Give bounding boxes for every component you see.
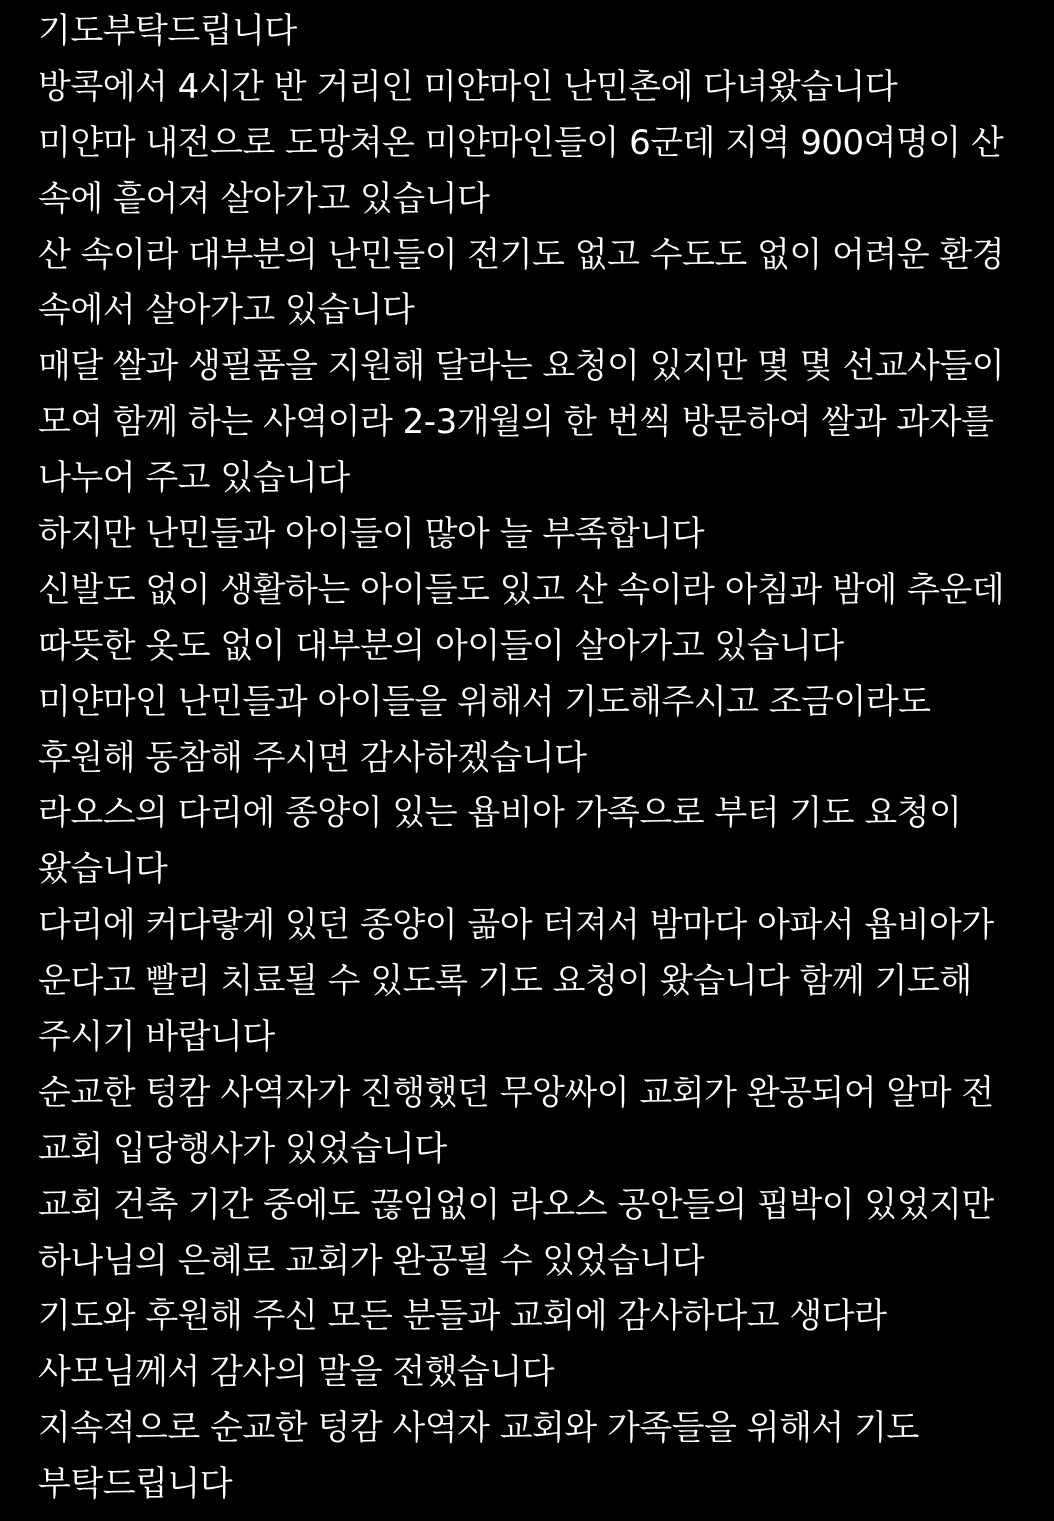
text-line: 방콕에서 4시간 반 거리인 미얀마인 난민촌에 다녀왔습니다 xyxy=(38,66,898,107)
text-line: 매달 쌀과 생필품을 지원해 달라는 요청이 있지만 몇 몇 선교사들이 xyxy=(38,346,1005,387)
text-line: 미얀마인 난민들과 아이들을 위해서 기도해주시고 조금이라도 xyxy=(38,681,931,722)
text-line: 지속적으로 순교한 텅캄 사역자 교회와 가족들을 위해서 기도 xyxy=(38,1408,919,1449)
text-line: 운다고 빨리 치료될 수 있도록 기도 요청이 왔습니다 함께 기도해 xyxy=(38,961,972,1002)
text-line: 왔습니다 xyxy=(38,849,168,890)
text-line: 모여 함께 하는 사역이라 2-3개월의 한 번씩 방문하여 쌀과 과자를 xyxy=(38,402,994,443)
text-line: 속에 흩어져 살아가고 있습니다 xyxy=(38,178,490,219)
text-line: 신발도 없이 생활하는 아이들도 있고 산 속이라 아침과 밤에 추운데 xyxy=(38,569,1005,610)
text-line: 미얀마 내전으로 도망쳐온 미얀마인들이 6군데 지역 900여명이 산 xyxy=(38,122,1004,163)
text-line: 사모님께서 감사의 말을 전했습니다 xyxy=(38,1352,555,1393)
text-line: 라오스의 다리에 종양이 있는 욥비아 가족으로 부터 기도 요청이 xyxy=(38,793,962,834)
text-line: 부탁드립니다 xyxy=(38,1464,233,1505)
text-line: 기도부탁드립니다 xyxy=(38,11,297,51)
text-line: 기도와 후원해 주신 모든 분들과 교회에 감사하다고 생다라 xyxy=(38,1296,887,1337)
text-line: 후원해 동참해 주시면 감사하겠습니다 xyxy=(38,737,587,778)
text-line: 다리에 커다랗게 있던 종양이 곪아 터져서 밤마다 아파서 욥비아가 xyxy=(38,905,994,946)
text-line: 하지만 난민들과 아이들이 많아 늘 부족합니다 xyxy=(38,514,705,555)
text-line: 교회 입당행사가 있었습니다 xyxy=(38,1128,447,1169)
text-line: 따뜻한 옷도 없이 대부분의 아이들이 살아가고 있습니다 xyxy=(38,625,844,666)
text-line: 순교한 텅캄 사역자가 진행했던 무앙싸이 교회가 완공되어 알마 전 xyxy=(38,1072,994,1113)
text-line: 나누어 주고 있습니다 xyxy=(38,458,350,499)
text-line: 주시기 바랍니다 xyxy=(38,1017,275,1058)
text-line: 하나님의 은혜로 교회가 완공될 수 있었습니다 xyxy=(38,1240,705,1281)
text-line: 교회 건축 기간 중에도 끊임없이 라오스 공안들의 핍박이 있었지만 xyxy=(38,1184,994,1225)
text-line: 속에서 살아가고 있습니다 xyxy=(38,290,415,331)
message-text xyxy=(38,4,1028,1513)
text-line: 산 속이라 대부분의 난민들이 전기도 없고 수도도 없이 어려운 환경 xyxy=(38,234,1005,275)
